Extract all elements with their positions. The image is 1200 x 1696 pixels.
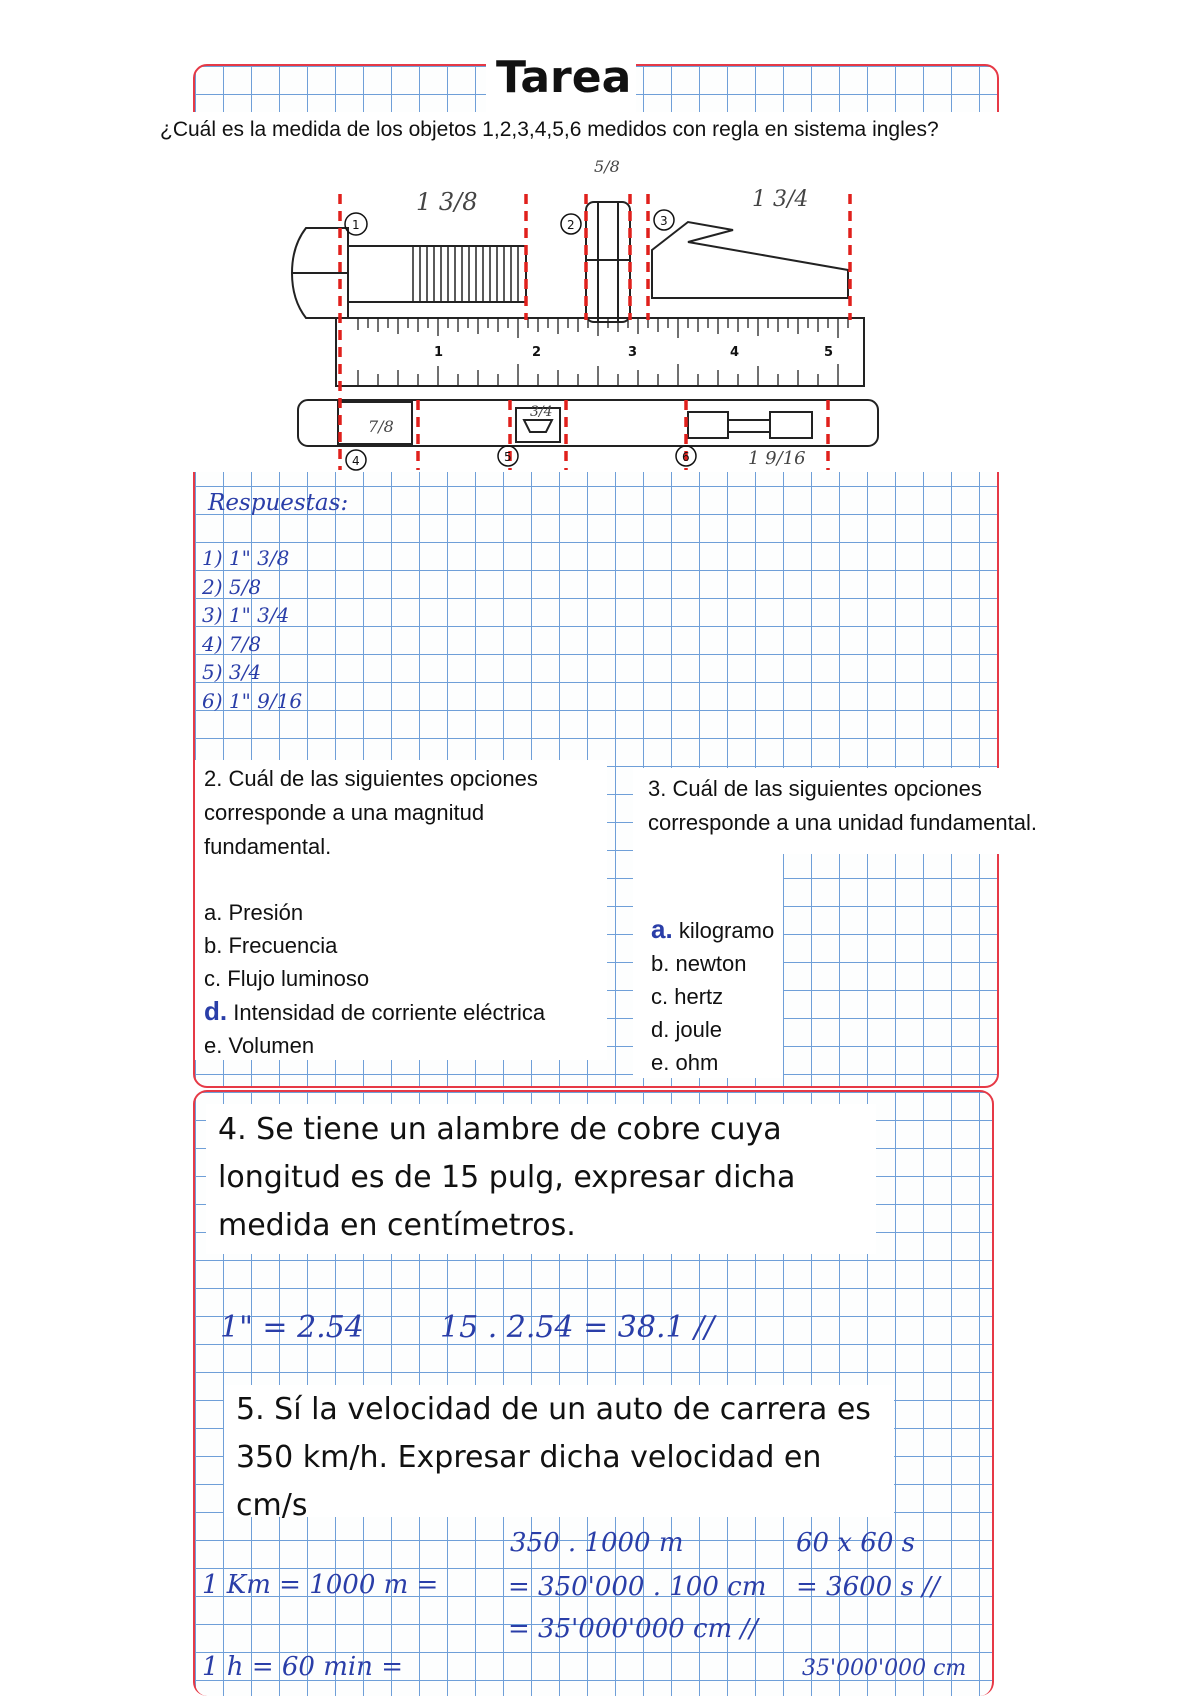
- measure-lines: [340, 194, 850, 470]
- object-label: 2: [567, 218, 575, 232]
- annotation: 5/8: [594, 157, 620, 176]
- page-title: Tarea: [496, 52, 632, 103]
- question-2-prompt: 2. Cuál de las siguientes opciones corresponde a una magnitud fundamental.: [204, 766, 538, 859]
- option-text: ohm: [675, 1050, 719, 1075]
- ruler-figure: [158, 150, 1030, 472]
- option-item: [651, 947, 774, 980]
- q5-work-line: 60 x 60 s: [796, 1528, 915, 1558]
- annotation: 1 3/8: [416, 188, 478, 216]
- option-item: [651, 1046, 774, 1079]
- circle-labels: [345, 210, 696, 470]
- q4-work-line: 1" = 2.54: [220, 1310, 364, 1345]
- ruler-number: 5: [824, 345, 834, 360]
- option-letter: a.: [651, 914, 673, 944]
- ruler-number: 4: [730, 345, 740, 360]
- ruler-number: 3: [628, 345, 638, 360]
- ruler-number: 1: [434, 345, 444, 360]
- question-5-prompt: 5. Sí la velocidad de un auto de carrera es 350 km/h. Expresar dicha velocidad en cm/s: [236, 1392, 871, 1523]
- option-item: [204, 896, 545, 929]
- lower-objects: [338, 402, 812, 444]
- q5-work-line: = 35'000'000 cm //: [508, 1614, 758, 1644]
- option-item: [204, 929, 545, 962]
- option-text: Flujo luminoso: [227, 966, 370, 991]
- option-letter: c.: [204, 966, 222, 991]
- annotation: 1 9/16: [748, 448, 806, 469]
- option-letter: e.: [204, 1033, 223, 1058]
- option-letter: c.: [651, 984, 669, 1009]
- annotation: 1 3/4: [752, 187, 809, 212]
- object-label: 5: [504, 450, 512, 464]
- option-letter: e.: [651, 1050, 670, 1075]
- q5-work-line: 1 h = 60 min =: [202, 1652, 403, 1682]
- option-letter: b.: [651, 951, 670, 976]
- option-item: [204, 1029, 545, 1062]
- option-text: hertz: [674, 984, 724, 1009]
- question-3-options: [651, 913, 774, 1079]
- answers-label: Respuestas:: [208, 490, 349, 516]
- answer-item: 4) 7/8: [202, 631, 262, 656]
- option-text: Volumen: [228, 1033, 315, 1058]
- option-text: newton: [675, 951, 747, 976]
- option-text: kilogramo: [678, 918, 775, 943]
- q4-work-line: 15 . 2.54 = 38.1 //: [440, 1310, 715, 1345]
- question-1-text: ¿Cuál es la medida de los objetos 1,2,3,4,5,6 medidos con regla en sistema ingles?: [160, 118, 939, 141]
- wedge-drawing: [652, 222, 848, 298]
- question-4-prompt: 4. Se tiene un alambre de cobre cuya longitud es de 15 pulg, expresar dicha medida en centímetros.: [218, 1112, 796, 1243]
- answer-item: 6) 1" 9/16: [202, 688, 303, 713]
- option-item: [651, 1013, 774, 1046]
- answer-item: 3) 1" 3/4: [202, 603, 290, 627]
- ruler-number: 2: [532, 345, 542, 360]
- answer-item: 1) 1" 3/8: [202, 546, 290, 570]
- q5-work-line: = 350'000 . 100 cm: [508, 1572, 767, 1602]
- option-item-selected: [651, 913, 774, 947]
- answer-item: 2) 5/8: [202, 574, 262, 599]
- option-text: Intensidad de corriente eléctrica: [233, 1000, 546, 1025]
- question-2-options: [204, 896, 545, 1062]
- object-label: 4: [352, 454, 360, 468]
- question-3-prompt: 3. Cuál de las siguientes opciones corresponde a una unidad fundamental.: [648, 776, 1037, 835]
- object-label: 1: [352, 218, 360, 232]
- object-label: 6: [682, 450, 690, 464]
- screw-drawing: [586, 202, 630, 322]
- option-letter: d.: [651, 1017, 670, 1042]
- option-item-selected: [204, 995, 545, 1029]
- ruler-numbers: [434, 345, 833, 360]
- option-letter: d.: [204, 996, 228, 1026]
- option-letter: a.: [204, 900, 223, 925]
- annotation: 3/4: [530, 404, 553, 420]
- q5-work-line: 1 Km = 1000 m =: [202, 1570, 439, 1600]
- q5-work-line: = 3600 s //: [796, 1572, 940, 1602]
- option-text: Frecuencia: [228, 933, 338, 958]
- option-item: [651, 980, 774, 1013]
- answer-item: 5) 3/4: [202, 660, 262, 684]
- bolt-drawing: [292, 228, 526, 318]
- q5-work-line: 350 . 1000 m: [510, 1528, 684, 1558]
- annotation: 7/8: [368, 417, 394, 436]
- ruler-ticks: [358, 318, 848, 386]
- q5-work-line: 35'000'000 cm: [802, 1656, 967, 1681]
- option-item: [204, 962, 545, 995]
- object-label: 3: [660, 214, 668, 228]
- option-text: joule: [675, 1017, 722, 1042]
- option-text: Presión: [228, 900, 304, 925]
- option-letter: b.: [204, 933, 223, 958]
- answers-list: [202, 544, 302, 715]
